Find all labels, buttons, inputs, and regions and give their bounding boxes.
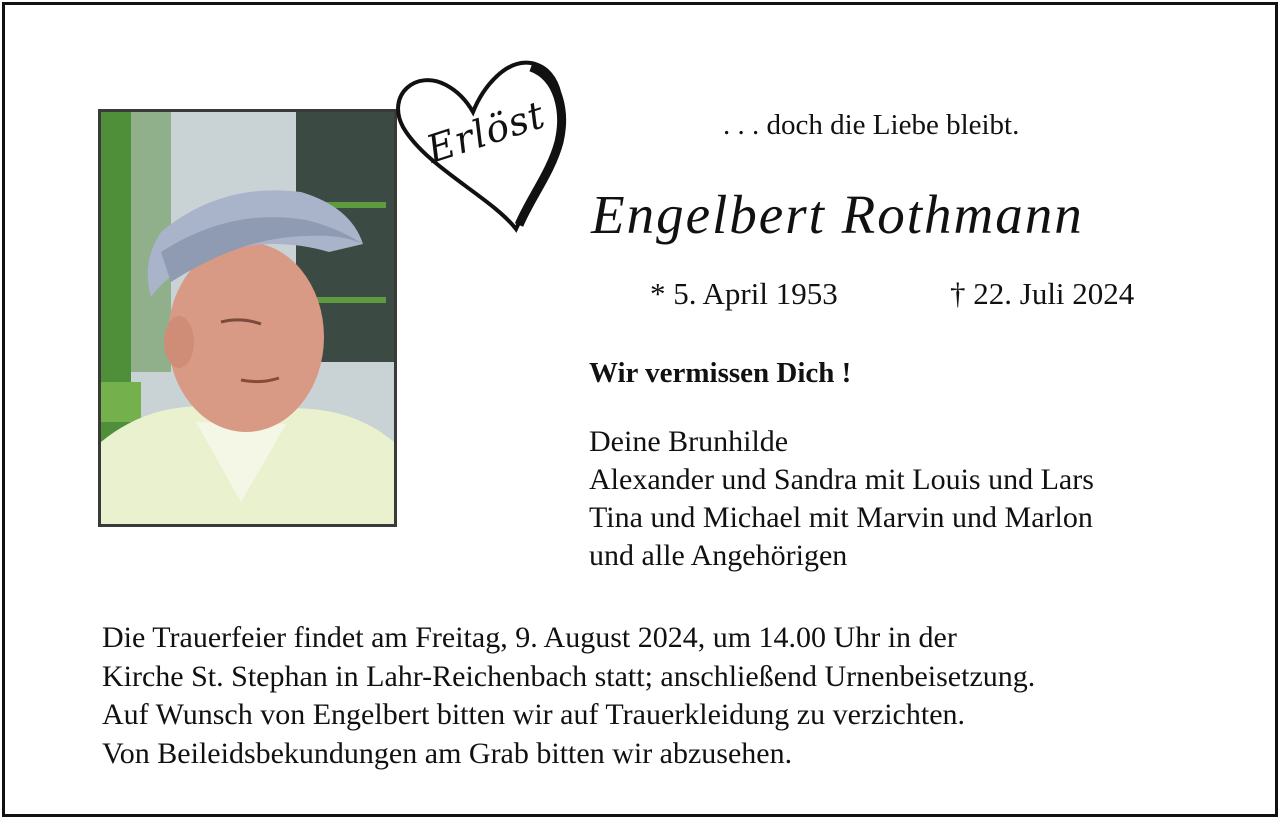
family-line: Alexander und Sandra mit Louis und Lars xyxy=(589,463,1094,496)
notice-line: Von Beileidsbekundungen am Grab bitten wir abzusehen. xyxy=(102,736,793,770)
notice-line: Auf Wunsch von Engelbert bitten wir auf Trauerkleidung zu verzichten. xyxy=(102,698,966,731)
family-line: Tina und Michael mit Marvin und Marlon xyxy=(589,501,1093,534)
birth-date: * 5. April 1953 xyxy=(650,276,838,311)
portrait-photo xyxy=(98,109,397,527)
notice-line: Die Trauerfeier findet am Freitag, 9. August 2024, um 14.00 Uhr in der xyxy=(102,621,957,654)
death-date: † 22. Juli 2024 xyxy=(950,276,1135,311)
obituary-card xyxy=(2,2,1278,817)
motto: . . . doch die Liebe bleibt. xyxy=(723,109,1020,141)
family-list xyxy=(589,423,1094,575)
miss-text: Wir vermissen Dich ! xyxy=(589,357,852,389)
deceased-name: Engelbert Rothmann xyxy=(591,184,1084,245)
family-line: Deine Brunhilde xyxy=(589,425,789,458)
funeral-notice xyxy=(102,619,1035,773)
family-line: und alle Angehörigen xyxy=(589,539,848,572)
notice-line: Kirche St. Stephan in Lahr-Reichenbach statt; anschließend Urnenbeisetzung. xyxy=(102,659,1036,693)
heart-label: Erlöst xyxy=(421,92,551,172)
